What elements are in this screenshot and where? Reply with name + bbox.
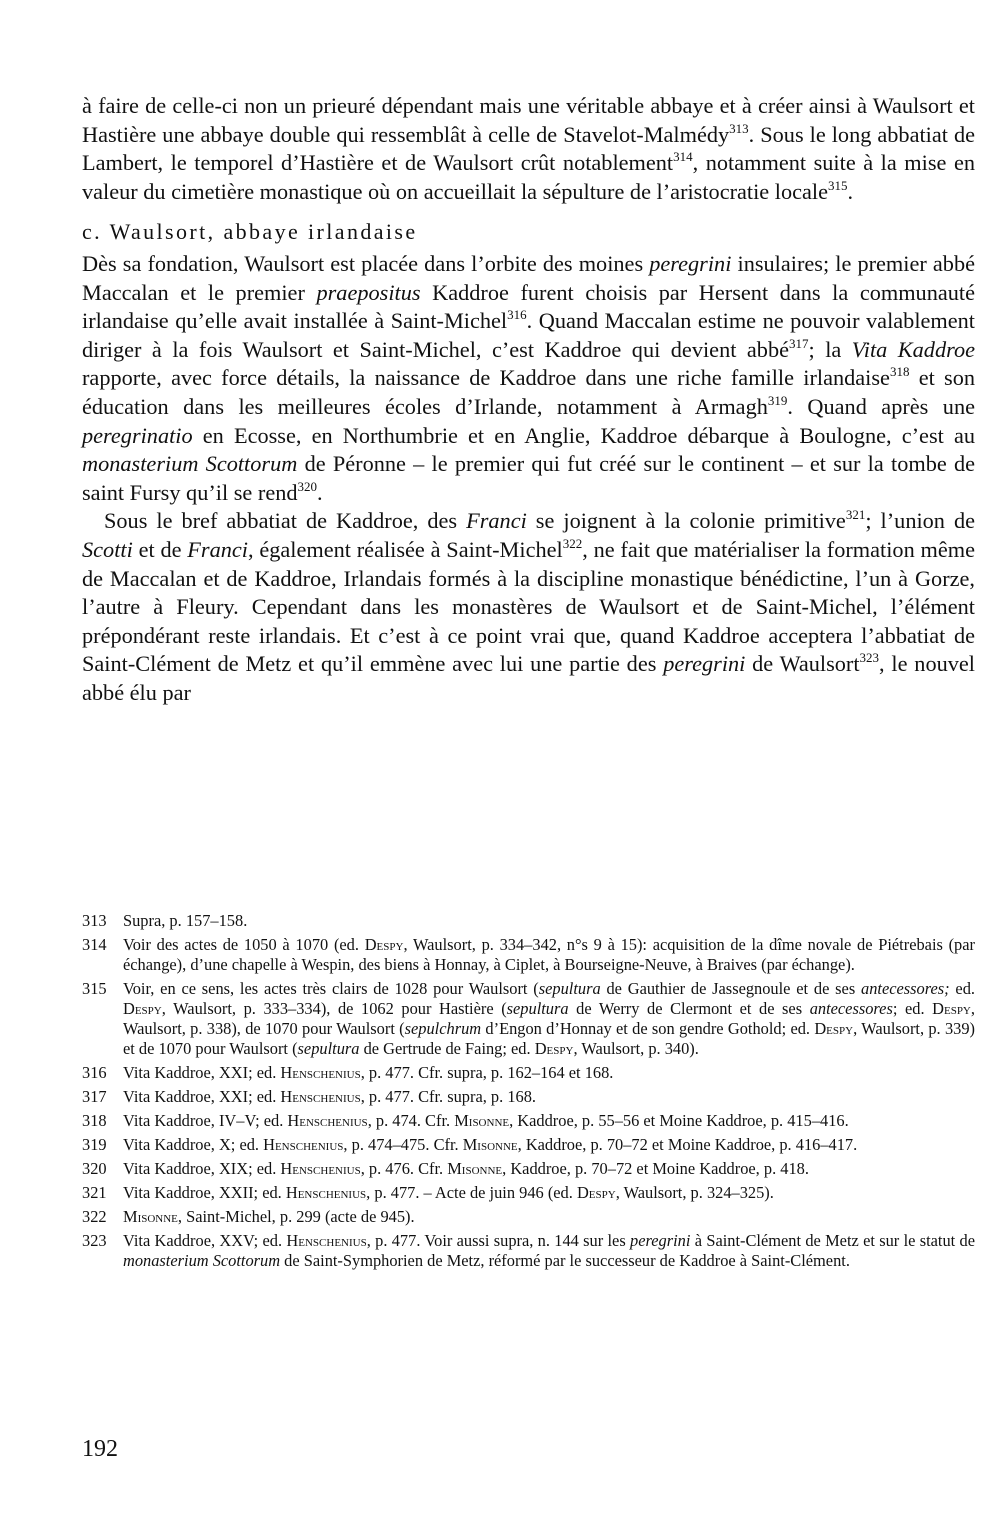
footnote-text: Vita Kaddroe, IV–V; ed. [123,1111,288,1130]
footnote-text: Vita Kaddroe, XXI; ed. [123,1063,281,1082]
author-name: Despy [364,935,404,954]
author-name: Despy [534,1039,574,1058]
author-name: Misonne [454,1111,510,1130]
text-run: de Waulsort [745,651,860,677]
footnote-ref-317[interactable]: 317 [789,335,809,351]
footnote-ref-321[interactable]: 321 [845,507,866,523]
italic-term: monasterium Scottorum [123,1251,281,1270]
footnote-320 [82,1159,975,1179]
author-name: Henschenius [280,1159,361,1178]
italic-term: antecessores; [861,979,950,998]
footnote-ref-323[interactable]: 323 [859,650,880,666]
author-name: Henschenius [263,1135,344,1154]
footnote-text: Supra, p. 157–158. [123,911,248,930]
footnote-text: Vita Kaddroe, XXV; ed. [123,1231,287,1250]
footnote-text: Vita Kaddroe, XXI; ed. [123,1087,281,1106]
footnote-text: , Saint-Michel, p. 299 (acte de 945). [177,1207,415,1226]
footnote-ref-319[interactable]: 319 [767,392,788,408]
footnote-323 [82,1231,975,1271]
text-run: rapporte, avec force détails, la naissance de Kaddroe dans une riche famille irlandaise [82,365,890,391]
text-run: insulaires; le premier abbé Maccalan et le premier [82,250,975,305]
footnote-text: d’Engon d’Honnay et de son gendre Gothold; ed. [481,1019,815,1038]
footnote-number: 316 [82,1063,107,1082]
footnote-ref-316[interactable]: 316 [507,307,527,323]
text-run: . Quand Maccalan estime ne pouvoir valablement diriger à la fois Waulsort et Saint-Michel, c’est Kaddroe qui devient abbé [82,308,975,362]
footnote-text: , Waulsort, p. 324–325). [615,1183,774,1202]
author-name: Henschenius [287,1111,368,1130]
italic-term: sepultura [297,1039,360,1058]
page-number: 192 [82,1436,118,1462]
footnotes [82,911,975,1275]
footnote-ref-313[interactable]: 313 [729,120,749,136]
text-run: . [847,178,854,204]
footnote-text: , Kaddroe, p. 70–72 et Moine Kaddroe, p. 416–417. [517,1135,858,1154]
footnote-321 [82,1183,975,1203]
text-run: . [317,479,323,505]
footnote-text: , p. 474–475. Cfr. [343,1135,463,1154]
footnote-number: 314 [82,935,107,954]
paragraph-3 [82,507,975,707]
footnote-318 [82,1111,975,1131]
footnote-ref-315[interactable]: 315 [828,177,848,193]
italic-term: sepulchrum [404,1019,482,1038]
italic-term: Vita Kaddroe [851,336,975,362]
footnote-text: de Gertrude de Faing; ed. [359,1039,535,1058]
paragraph-2 [82,250,975,507]
footnote-text: , p. 477. Cfr. supra, p. 168. [360,1087,536,1106]
text-run: Dès sa fondation, Waulsort est placée dans l’orbite des moines [82,250,650,276]
author-name: Despy [814,1019,854,1038]
author-name: Misonne [123,1207,178,1226]
footnote-text: , p. 477. – Acte de juin 946 (ed. [366,1183,577,1202]
italic-term: monasterium Scottorum [82,451,298,477]
main-text [82,92,975,707]
footnote-text: , Kaddroe, p. 55–56 et Moine Kaddroe, p. 415–416. [509,1111,849,1130]
footnote-text: Vita Kaddroe, XIX; ed. [123,1159,281,1178]
footnote-ref-314[interactable]: 314 [673,149,693,165]
text-run: . Sous le long abbatiat de Lambert, le temporel d’Hastière et de Waulsort crût notablement [82,121,975,176]
text-run: Sous le bref abbatiat de Kaddroe, des [104,508,467,534]
footnote-number: 320 [82,1159,107,1178]
footnote-text: , Waulsort, p. 333–334), de 1062 pour Hastière ( [161,999,507,1018]
footnote-number: 319 [82,1135,107,1154]
author-name: Despy [123,999,162,1018]
author-name: Henschenius [280,1063,361,1082]
footnote-number: 315 [82,979,107,998]
footnote-text: , Waulsort, p. 340). [573,1039,699,1058]
footnote-ref-318[interactable]: 318 [889,364,910,380]
footnote-322 [82,1207,975,1227]
footnote-text: à Saint-Clément de Metz et sur le statut de [690,1231,975,1250]
text-run: se joignent à la colonie primitive [526,508,846,534]
italic-term: Scotti [82,536,133,562]
footnote-314 [82,935,975,975]
footnote-315 [82,979,975,1059]
italic-term: sepultura [538,979,601,998]
author-name: Henschenius [280,1087,361,1106]
footnote-text: de Saint-Symphorien de Metz, réformé par le successeur de Kaddroe à Saint-Clément. [280,1251,850,1270]
text-run: , ne fait que matérialiser la formation même de Maccalan et de Kaddroe, Irlandais formés à la discipline monastique bénédictine, l’un à Gorze, l’autre à Fleury. Cependant dans les monastères de Waulsort et de Saint-Michel, l’élément prépondérant reste irlandais. Et c’est à ce point vrai que, quand Kaddroe acceptera l’abbatiat de Saint-Clément de Metz et qu’il emmène avec lui une partie des [82,536,975,677]
text-run: de Péronne – le premier qui fut créé sur le continent – et sur la tombe de saint Fursy qu’il se rend [82,451,976,505]
author-name: Misonne [447,1159,503,1178]
footnote-text: , p. 477. Cfr. supra, p. 162–164 et 168. [360,1063,614,1082]
footnote-ref-320[interactable]: 320 [297,478,318,494]
author-name: Despy [576,1183,616,1202]
footnote-number: 317 [82,1087,107,1106]
footnote-319 [82,1135,975,1155]
footnote-text: de Gauthier de Jassegnoule et de ses [600,979,862,998]
footnote-text: de Werry de Clermont et de ses [568,999,810,1018]
footnote-316 [82,1063,975,1083]
footnote-number: 322 [82,1207,107,1226]
footnote-text: , p. 476. Cfr. [360,1159,448,1178]
footnote-number: 318 [82,1111,107,1130]
italic-term: antecessores [809,999,893,1018]
text-run: Kaddroe furent choisis par Hersent dans la communauté irlandaise qu’elle avait installée à Saint-Michel [82,279,975,334]
footnote-text: Vita Kaddroe, XXII; ed. [123,1183,286,1202]
footnote-number: 321 [82,1183,107,1202]
footnote-text: ed. [949,979,975,998]
footnote-number: 323 [82,1231,107,1250]
footnote-text: Voir, en ce sens, les actes très clairs de 1028 pour Waulsort ( [123,979,539,998]
footnote-text: , p. 474. Cfr. [367,1111,455,1130]
footnote-text: , Waulsort, p. 334–342, n°s 9 à 15): acquisition de la dîme novale de Piétrebais (par échange), d’une chapelle à Wespin, des biens à Honnay, à Ciplet, à Bourseigne-Neuve, à Braives (par échange). [123,935,975,974]
italic-term: praepositus [316,279,421,305]
text-run: et son éducation dans les meilleures écoles d’Irlande, notamment à Armagh [82,365,976,419]
text-run: , notamment suite à la mise en valeur du cimetière monastique où on accueillait la sépulture de l’aristocratie locale [82,150,975,204]
text-run: en Ecosse, en Northumbrie et en Anglie, Kaddroe débarque à Boulogne, c’est au [192,422,975,448]
author-name: Henschenius [286,1231,367,1250]
footnote-317 [82,1087,975,1107]
footnote-text: , p. 477. Voir aussi supra, n. 144 sur les [366,1231,631,1250]
footnote-text: Voir des actes de 1050 à 1070 (ed. [123,935,365,954]
footnote-text: , Kaddroe, p. 70–72 et Moine Kaddroe, p. 418. [502,1159,809,1178]
text-run: ; l’union de [865,508,976,534]
footnote-313 [82,911,975,931]
footnote-text: , Waulsort, p. 339) et de 1070 pour Waulsort ( [123,1019,975,1058]
author-name: Henschenius [285,1183,367,1202]
italic-term: peregrini [649,250,732,276]
text-run: , le nouvel abbé élu par [82,651,975,705]
footnote-text: Vita Kaddroe, X; ed. [123,1135,264,1154]
author-name: Misonne [462,1135,518,1154]
italic-term: Franci [466,508,527,534]
text-run: et de [132,536,188,562]
text-run: . Quand après une [787,393,975,419]
text-run: ; la [808,336,852,362]
italic-term: peregrinatio [82,422,193,448]
italic-term: sepultura [506,999,569,1018]
italic-term: Franci [187,536,248,562]
footnote-number: 313 [82,911,107,930]
text-run: , également réalisée à Saint-Michel [247,536,563,562]
footnote-text: ; ed. [892,999,933,1018]
paragraph-1 [82,92,975,206]
footnote-text: , Waulsort, p. 338), de 1070 pour Waulsort ( [123,999,975,1038]
italic-term: peregrini [663,651,746,677]
italic-term: peregrini [630,1231,691,1250]
text-run: à faire de celle-ci non un prieuré dépendant mais une véritable abbaye et à créer ainsi à Waulsort et Hastière une abbaye double qui ressemblât à celle de Stavelot-Malmédy [82,93,975,147]
author-name: Despy [932,999,971,1018]
footnote-ref-322[interactable]: 322 [562,535,583,551]
section-heading: c. Waulsort, abbaye irlandaise [82,219,418,245]
